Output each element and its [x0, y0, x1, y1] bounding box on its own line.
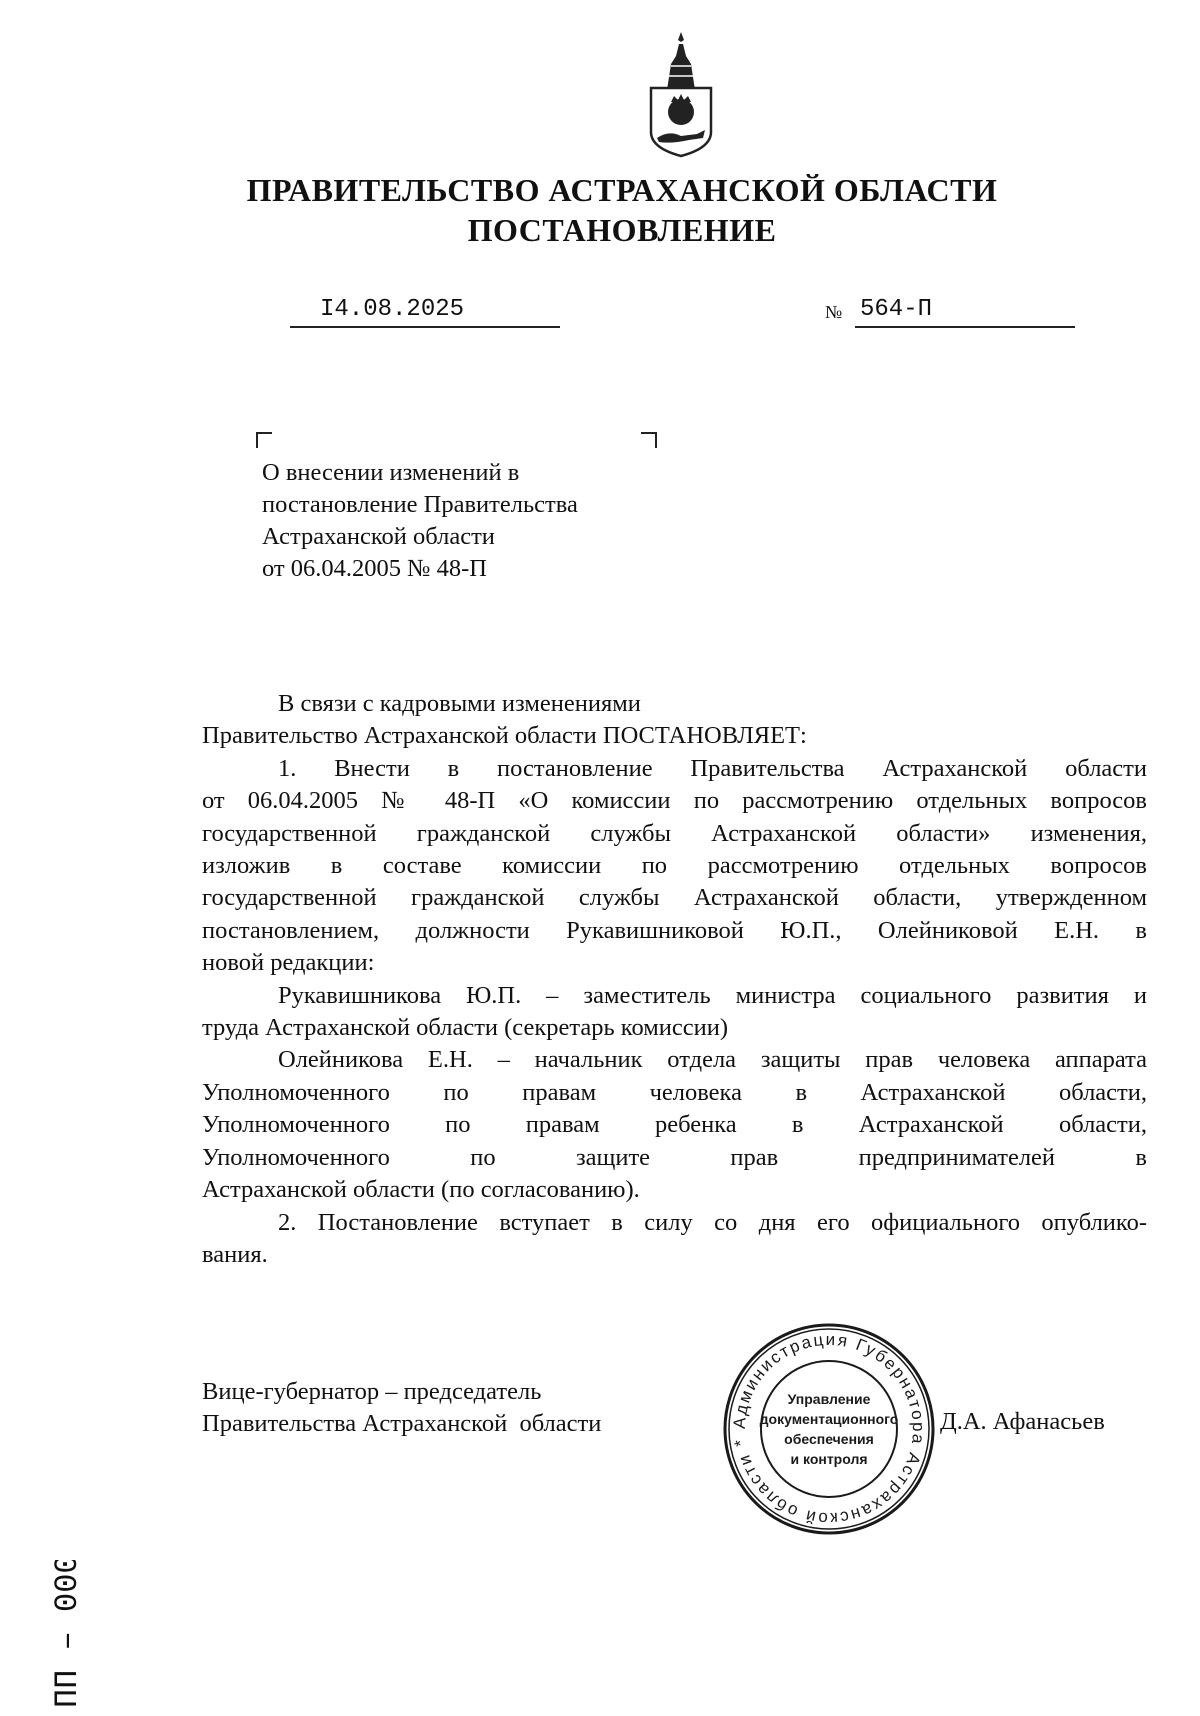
body-line: Олейникова Е.Н. – начальник отдела защиты прав человека аппарата: [278, 1046, 1147, 1074]
body-line: государственной гражданской службы Астраханской области, утвержденном: [202, 884, 1147, 912]
official-seal-stamp: [720, 1320, 938, 1538]
signatory-position: [202, 1376, 601, 1441]
decree-date-field: [290, 296, 560, 328]
signatory-position-line: Правительства Астраханской области: [202, 1410, 602, 1438]
body-line: вания.: [202, 1240, 268, 1268]
signatory-position-line: Вице-губернатор – председатель: [202, 1378, 542, 1405]
seal-ring-text: Администрация Губернатора Астраханской области *: [729, 1329, 929, 1529]
margin-code-text: ПП – 000929: [49, 1560, 86, 1708]
body-line: постановлением, должности Рукавишниковой Ю.П., Олейниковой Е.Н. в: [202, 916, 1147, 944]
number-sign: №: [825, 302, 843, 322]
subject-corner-left: [256, 432, 272, 448]
body-line: труда Астраханской области (секретарь комиссии): [202, 1014, 728, 1042]
body-line: новой редакции:: [202, 949, 375, 977]
subject-line: от 06.04.2005 № 48-П: [262, 555, 487, 582]
seal-center-line: Управление: [787, 1391, 871, 1407]
decree-body: [202, 688, 1147, 1271]
signatory-name: Д.А. Афанасьев: [940, 1408, 1105, 1435]
body-line: от 06.04.2005 № 48-П «О комиссии по рассмотрению отдельных вопросов: [202, 787, 1147, 815]
seal-center-line: обеспечения: [784, 1431, 874, 1447]
body-line: 1. Внести в постановление Правительства Астраханской области: [278, 754, 1147, 782]
body-line: государственной гражданской службы Астраханской области» изменения,: [202, 819, 1147, 847]
body-line: изложив в составе комиссии по рассмотрению отдельных вопросов: [202, 852, 1147, 880]
coat-of-arms-icon: [641, 30, 721, 158]
seal-center-line: и контроля: [790, 1451, 868, 1467]
subject-line: О внесении изменений в: [262, 459, 520, 486]
body-line: Астраханской области (по согласованию).: [202, 1176, 640, 1204]
subject-line: постановление Правительства: [262, 491, 578, 518]
margin-registration-code: [36, 1560, 88, 1710]
body-line: В связи с кадровыми изменениями: [278, 690, 641, 717]
government-title: ПРАВИТЕЛЬСТВО АСТРАХАНСКОЙ ОБЛАСТИ: [246, 172, 998, 208]
decree-number: 564-П: [860, 296, 933, 323]
subject-corner-right: [641, 432, 657, 448]
seal-center-line: документационного: [759, 1411, 899, 1427]
subject-line: Астраханской области: [262, 523, 495, 550]
body-line: Уполномоченного по правам ребенка в Астраханской области,: [202, 1111, 1147, 1139]
svg-text:Администрация Губернатора Астр: [730, 1330, 928, 1528]
document-type-title: ПОСТАНОВЛЕНИЕ: [467, 212, 777, 248]
body-line: Уполномоченного по защите прав предпринимателей в: [202, 1143, 1147, 1171]
decree-number-field: [855, 296, 1075, 328]
decree-subject: [262, 457, 682, 585]
decree-date: I4.08.2025: [320, 296, 465, 323]
body-line: Правительство Астраханской области ПОСТАНОВЛЯЕТ:: [202, 722, 807, 750]
body-line: Уполномоченного по правам человека в Астраханской области,: [202, 1078, 1147, 1106]
body-line: Рукавишникова Ю.П. – заместитель министра социального развития и: [278, 981, 1147, 1009]
body-line: 2. Постановление вступает в силу со дня его официального опублико-: [278, 1208, 1147, 1236]
